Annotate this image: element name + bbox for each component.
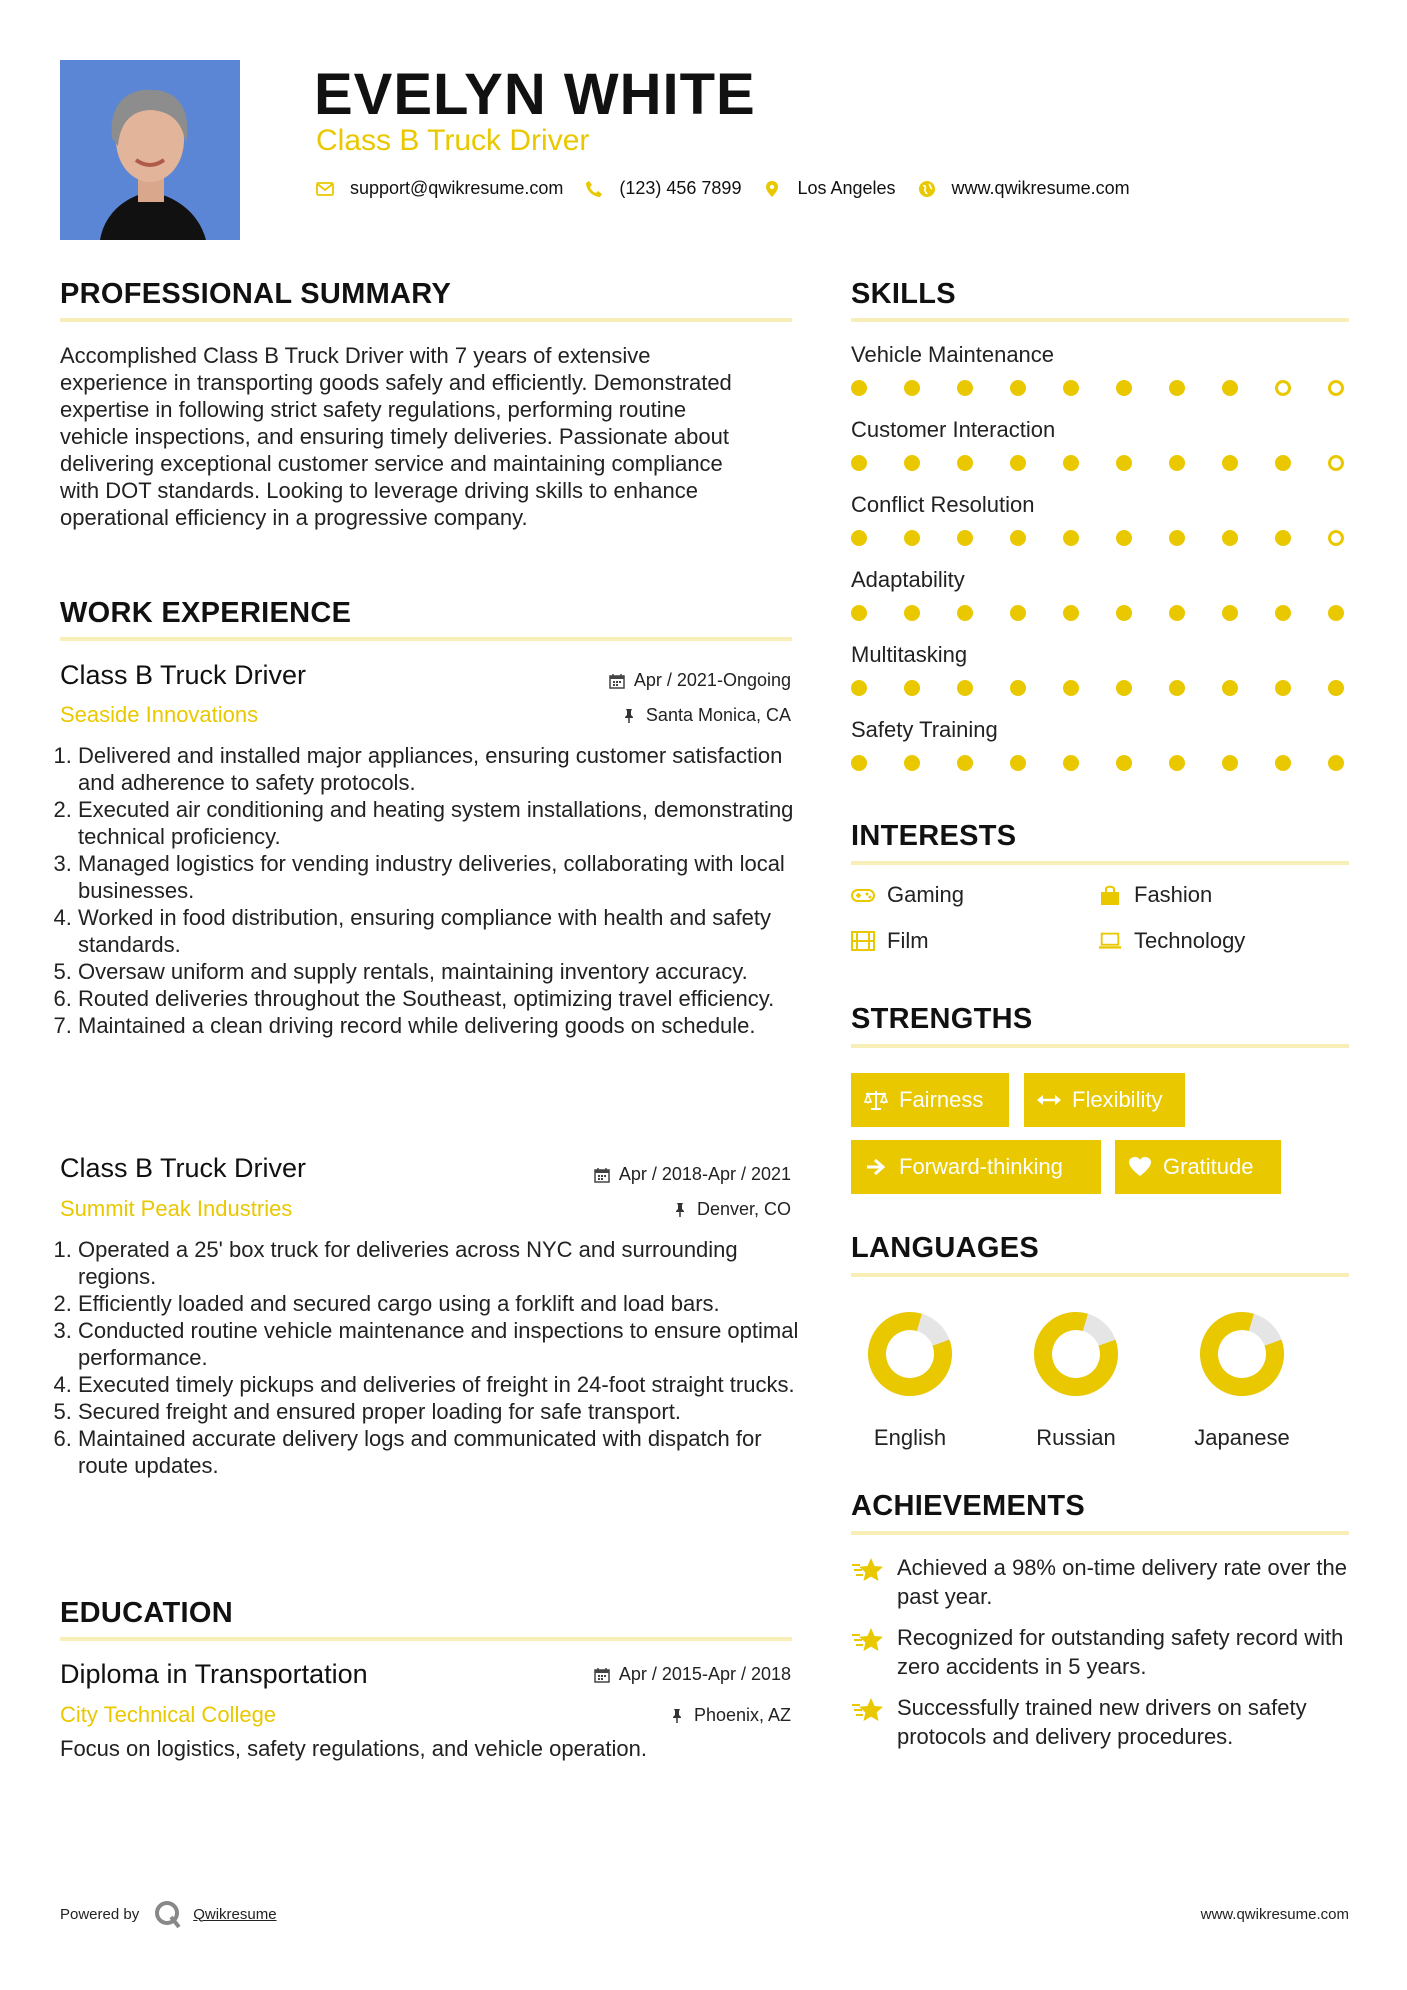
job-1-duty: 2. Executed air conditioning and heating system installations, demonstrating technical proficiency. [78,796,810,850]
language-donut-chart [1031,1309,1121,1399]
rating-dot-filled [1275,530,1291,546]
phone-icon [585,180,603,198]
education-date [594,1664,791,1685]
rating-dot-empty [1328,455,1344,471]
achievement-item [851,1693,1349,1751]
balance-scale-icon [863,1088,889,1112]
job-2-duty: 2. Efficiently loaded and secured cargo using a forklift and load bars. [78,1290,810,1317]
skills-divider [851,318,1349,322]
rating-dot-filled [851,530,867,546]
achievement-text: Achieved a 98% on-time delivery rate over the past year. [897,1555,1348,1609]
rating-dot-filled [957,380,973,396]
job-1-duty: 5. Oversaw uniform and supply rentals, maintaining inventory accuracy. [78,958,810,985]
job-1-duties [60,742,810,1039]
job-1-location [621,705,791,726]
contact-website[interactable] [918,178,1130,199]
job-2-date [594,1164,791,1185]
rating-dot-filled [1116,680,1132,696]
achievements-divider [851,1531,1349,1535]
rating-dot-filled [1169,680,1185,696]
interest-technology [1098,928,1245,954]
skill-name: Conflict Resolution [851,492,1035,517]
strength-flexibility [1024,1073,1185,1127]
laptop-icon [1098,930,1122,952]
rating-dot-empty [1275,380,1291,396]
contact-website-text: www.qwikresume.com [951,178,1130,198]
star-icon [851,1695,887,1725]
calendar-icon [609,673,625,689]
job-1-duty: 7. Maintained a clean driving record while delivering goods on schedule. [78,1012,810,1039]
qwikresume-logo-icon [153,1899,183,1929]
job-1-date [609,670,791,691]
calendar-icon [594,1167,610,1183]
film-icon [851,930,875,952]
languages-heading: LANGUAGES [851,1232,1039,1264]
contact-location [763,178,895,199]
gamepad-icon [851,884,875,906]
rating-dot-filled [1063,380,1079,396]
education-location-text: Phoenix, AZ [693,1705,791,1725]
skill-name: Safety Training [851,717,998,742]
skill-name: Customer Interaction [851,417,1056,442]
contact-email-text: support@qwikresume.com [350,178,564,198]
experience-heading: WORK EXPERIENCE [60,597,352,629]
rating-dot-filled [904,605,920,621]
rating-dot-filled [851,380,867,396]
language-item [1172,1309,1312,1451]
rating-dot-filled [1116,380,1132,396]
strength-gratitude [1115,1140,1281,1194]
rating-dot-filled [957,605,973,621]
strength-fairness [851,1073,1009,1127]
job-1-duty: 4. Worked in food distribution, ensuring compliance with health and safety standards. [78,904,810,958]
achievements-heading: ACHIEVEMENTS [851,1490,1086,1522]
rating-dot-filled [957,455,973,471]
rating-dot-filled [851,680,867,696]
contact-email[interactable] [316,178,563,199]
arrow-right-icon [863,1155,889,1179]
job-1-company: Seaside Innovations [60,702,259,727]
rating-dot-filled [1116,455,1132,471]
rating-dot-filled [904,455,920,471]
rating-dot-filled [1169,530,1185,546]
rating-dot-filled [1328,605,1344,621]
rating-dot-filled [1116,530,1132,546]
rating-dot-filled [1010,530,1026,546]
contact-phone-text: (123) 456 7899 [619,178,742,198]
pushpin-icon [669,1708,685,1724]
education-school: City Technical College [60,1702,277,1727]
job-2-duty: 3. Conducted routine vehicle maintenance and inspections to ensure optimal performance. [78,1317,810,1371]
education-location [669,1705,791,1726]
language-name: Russian [1036,1425,1116,1450]
profile-photo [60,60,240,240]
summary-heading: PROFESSIONAL SUMMARY [60,278,452,310]
job-2-location-text: Denver, CO [696,1199,791,1219]
rating-dot-filled [1169,605,1185,621]
rating-dot-filled [957,755,973,771]
powered-by-label: Powered by [60,1905,140,1923]
rating-dot-filled [1222,455,1238,471]
job-2-title: Class B Truck Driver [60,1153,307,1183]
rating-dot-filled [957,680,973,696]
education-description: Focus on logistics, safety regulations, and vehicle operation. [60,1736,647,1761]
strength-forward-thinking [851,1140,1101,1194]
star-icon [851,1625,887,1655]
job-1-date-text: Apr / 2021-Ongoing [633,670,791,690]
rating-dot-filled [1328,755,1344,771]
skill-rating [851,755,1349,775]
rating-dot-filled [1010,455,1026,471]
strengths-divider [851,1044,1349,1048]
language-donut-chart [865,1309,955,1399]
interests-heading: INTERESTS [851,820,1017,852]
arrows-horizontal-icon [1036,1088,1062,1112]
job-2-duty: 5. Secured freight and ensured proper loading for safe transport. [78,1398,810,1425]
rating-dot-filled [1275,680,1291,696]
job-2-duties [60,1236,810,1479]
rating-dot-filled [1010,680,1026,696]
experience-divider [60,637,792,641]
rating-dot-filled [1063,755,1079,771]
language-item [1006,1309,1146,1451]
rating-dot-filled [1010,605,1026,621]
skill-name: Vehicle Maintenance [851,342,1055,367]
rating-dot-filled [1010,380,1026,396]
envelope-icon [316,180,334,198]
strength-label: Forward-thinking [899,1154,1063,1179]
summary-text: Accomplished Class B Truck Driver with 7 years of extensive experience in transporting goods safely and efficiently. Demonstrated expertise in following strict safety regulations, performing routine vehicle inspections, and ensuring timely deliveries. Passionate about delivering exceptional customer service and maintaining compliance with DOT standards. Looking to leverage driving skills to enhance operational efficiency in a progressive company. [60,343,732,530]
language-donut-chart [1197,1309,1287,1399]
skill-rating [851,530,1349,550]
achievement-text: Recognized for outstanding safety record with zero accidents in 5 years. [897,1625,1344,1679]
job-2-duty: 1. Operated a 25' box truck for deliveries across NYC and surrounding regions. [78,1236,810,1290]
job-1-duty: 1. Delivered and installed major appliances, ensuring customer satisfaction and adherence to safety protocols. [78,742,810,796]
rating-dot-filled [1222,755,1238,771]
skill-rating [851,455,1349,475]
pushpin-icon [672,1202,688,1218]
job-1-duty: 6. Routed deliveries throughout the Southeast, optimizing travel efficiency. [78,985,810,1012]
skill-name: Multitasking [851,642,968,667]
rating-dot-filled [1063,530,1079,546]
skill-name: Adaptability [851,567,965,592]
job-2-duty: 6. Maintained accurate delivery logs and communicated with dispatch for route updates. [78,1425,810,1479]
rating-dot-filled [1010,755,1026,771]
heart-icon [1127,1155,1153,1179]
rating-dot-filled [851,605,867,621]
footer-powered-by [60,1899,277,1929]
strength-label: Flexibility [1072,1087,1163,1112]
rating-dot-filled [851,455,867,471]
language-name: Japanese [1194,1425,1290,1450]
footer-url[interactable]: www.qwikresume.com [1200,1906,1349,1923]
rating-dot-filled [1222,680,1238,696]
rating-dot-filled [851,755,867,771]
rating-dot-filled [1063,605,1079,621]
rating-dot-filled [1169,455,1185,471]
rating-dot-filled [904,530,920,546]
education-divider [60,1637,792,1641]
job-2-date-text: Apr / 2018-Apr / 2021 [618,1164,791,1184]
candidate-name: EVELYN WHITE [314,62,756,127]
achievement-item [851,1623,1349,1681]
rating-dot-filled [1222,530,1238,546]
rating-dot-filled [957,530,973,546]
globe-icon [918,180,936,198]
rating-dot-empty [1328,530,1344,546]
rating-dot-filled [1063,455,1079,471]
rating-dot-filled [1063,680,1079,696]
contact-bar [316,178,1152,199]
shopping-bag-icon [1098,884,1122,906]
rating-dot-filled [1328,680,1344,696]
interest-label: Gaming [887,882,965,907]
job-2-company: Summit Peak Industries [60,1196,293,1221]
rating-dot-filled [1222,380,1238,396]
skills-heading: SKILLS [851,278,956,310]
rating-dot-filled [904,680,920,696]
education-degree: Diploma in Transportation [60,1659,368,1689]
rating-dot-empty [1328,380,1344,396]
pushpin-icon [621,708,637,724]
achievement-item [851,1553,1349,1611]
rating-dot-filled [1169,380,1185,396]
job-1-location-text: Santa Monica, CA [645,705,791,725]
calendar-icon [594,1667,610,1683]
rating-dot-filled [1116,605,1132,621]
interests-divider [851,861,1349,865]
interest-label: Technology [1134,928,1246,953]
summary-divider [60,318,792,322]
rating-dot-filled [1275,605,1291,621]
strength-label: Fairness [899,1087,984,1112]
job-1-title: Class B Truck Driver [60,660,307,690]
location-pin-icon [763,180,781,198]
interest-fashion [1098,882,1212,908]
job-1-duty: 3. Managed logistics for vending industry deliveries, collaborating with local businesses. [78,850,810,904]
skill-rating [851,380,1349,400]
rating-dot-filled [1275,455,1291,471]
interest-film [851,928,929,954]
strength-label: Gratitude [1163,1154,1254,1179]
language-item [840,1309,980,1451]
candidate-title: Class B Truck Driver [316,124,590,157]
skill-rating [851,680,1349,700]
rating-dot-filled [1169,755,1185,771]
star-icon [851,1555,887,1585]
language-name: English [873,1425,947,1450]
job-2-location [672,1199,791,1220]
achievement-text: Successfully trained new drivers on safety protocols and delivery procedures. [897,1695,1307,1749]
contact-phone[interactable] [585,178,741,199]
qwikresume-link[interactable]: Qwikresume [193,1905,277,1923]
rating-dot-filled [904,755,920,771]
interest-label: Film [887,928,929,953]
education-heading: EDUCATION [60,1597,233,1629]
interest-label: Fashion [1134,882,1213,907]
education-date-text: Apr / 2015-Apr / 2018 [618,1664,791,1684]
rating-dot-filled [904,380,920,396]
languages-divider [851,1273,1349,1277]
job-2-duty: 4. Executed timely pickups and deliveries of freight in 24-foot straight trucks. [78,1371,810,1398]
contact-location-text: Los Angeles [797,178,896,198]
interest-gaming [851,882,964,908]
rating-dot-filled [1275,755,1291,771]
skill-rating [851,605,1349,625]
rating-dot-filled [1222,605,1238,621]
rating-dot-filled [1116,755,1132,771]
strengths-heading: STRENGTHS [851,1003,1033,1035]
